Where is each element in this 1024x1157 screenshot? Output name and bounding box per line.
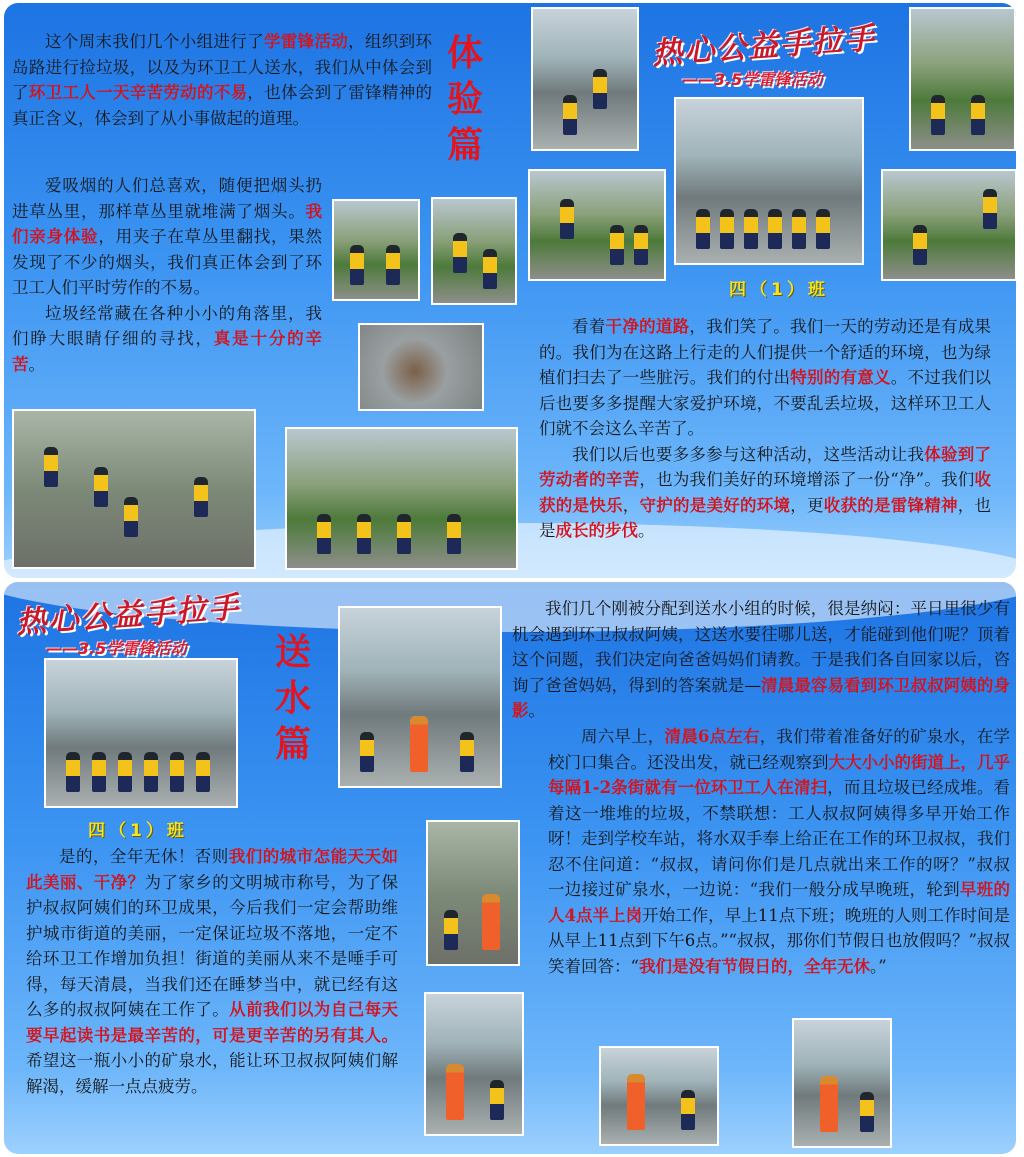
photo-kids-grass (332, 199, 420, 301)
bottom-paragraph-1: 我们几个刚被分配到送水小组的时候，很是纳闷：平日里很少有机会遇到环卫叔叔阿姨，这送水要往哪儿送，才能碰到他们呢？顶着这个问题，我们决定向爸爸妈妈们请教。于是我们各自回家以后，咨询了爸爸妈妈，得到的答案就是—清晨最容易看到环卫叔叔阿姨的身影。 (512, 599, 1011, 720)
top-panel (4, 3, 1016, 578)
bottom-paragraph-3: 是的，全年无休！否则我们的城市怎能天天如此美丽、干净？为了家乡的文明城市称号，为了保护叔叔阿姨们的环卫成果，今后我们一定会帮助维护城市街道的美丽，一定保证垃圾不落地，一定不给环卫工作增加负担！街道的美丽从来不是唾手可得，每天清晨，当我们还在睡梦当中，就已经有这么多的叔叔阿姨在工作了。从前我们以为自己每天要早起读书是最辛苦的，可是更辛苦的另有其人。希望这一瓶小小的矿泉水，能让环卫叔叔阿姨们解解渴，缓解一点点疲劳。 (26, 847, 399, 1096)
top-banner: 热心公益手拉手 ——3.5学雷锋活动 (651, 21, 878, 89)
bottom-banner: 热心公益手拉手 ——3.5学雷锋活动 (15, 590, 242, 658)
top-vertical-title: 体 验 篇 (446, 33, 483, 166)
photo-kids-walkway (531, 7, 639, 151)
photo-kids-bushes (285, 427, 518, 570)
photo-worker-street (599, 1046, 719, 1146)
bottom-panel (4, 582, 1016, 1154)
top-paragraph-2: 爱吸烟的人们总喜欢，随便把烟头扔进草丛里，那样草丛里就堆满了烟头。我们亲身体验，用夹子在草丛里翻找，果然发现了不少的烟头，我们真正体会到了环卫工人们平时劳作的不易。 垃圾经常藏在各种小小的角落里，我们睁大眼睛仔细的寻找，真是十分的辛苦。 (12, 176, 323, 374)
top-class-label: 四（1）班 (729, 280, 829, 300)
bottom-paragraph-2: 周六早上，清晨6点左右，我们带着准备好的矿泉水，在学校门口集合。还没出发，就已经观察到大大小小的街道上，几乎每隔1-2条街就有一位环卫工人在清扫，而且垃圾已经成堆。看着这一堆堆的垃圾，不禁联想：工人叔叔阿姨得多早开始工作呀！走到学校车站，将水双手奉上给正在工作的环卫叔叔，我们忍不住问道：“叔叔，请问你们是几点就出来工作的呀？”叔叔一边接过矿泉水，一边说：“我们一般分成早晚班，轮到早班的人4点半上岗开始工作，早上11点下班；晚班的人则工作时间是从早上11点到下午6点。”“叔叔，那你们节假日也放假吗？”叔叔笑着回答：“我们是没有节假日的，全年无休。” (548, 727, 1011, 976)
top-paragraph-1: 这个周末我们几个小组进行了学雷锋活动，组织到环岛路进行捡垃圾，以及为环卫工人送水，我们从中体会到了环卫工人一天辛苦劳动的不易，也体会到了雷锋精神的真正含义，体会到了从小事做起的道理。 (12, 32, 433, 128)
bottom-vertical-title: 送 水 篇 (274, 632, 311, 765)
photo-kids-hedge (528, 169, 666, 281)
photo-kids-pillar (881, 169, 1016, 281)
photo-group (674, 97, 864, 265)
photo-trash-bag (358, 323, 484, 411)
photo-kids-park (909, 7, 1016, 151)
photo-group-2 (44, 658, 238, 808)
photo-water-handover (338, 606, 502, 788)
photo-kids-roadside (12, 409, 256, 569)
bottom-class-label: 四（1）班 (88, 821, 188, 841)
photo-worker-broom (426, 820, 520, 966)
photo-worker-bike (792, 1018, 892, 1148)
top-paragraph-4: 看着干净的道路，我们笑了。我们一天的劳动还是有成果的。我们为在这路上行走的人们提供一个舒适的环境，也为绿植们扫去了一些脏污。我们的付出特别的有意义。不过我们以后也要多多提醒大家爱护环境，不要乱丢垃圾，这样环卫工人们就不会这么辛苦了。 我们以后也要多多参与这种活动，这些活动让我体验到了劳动者的辛苦，也为我们美好的环境增添了一份“净”。我们收获的是快乐，守护的是美好的环境，更收获的是雷锋精神，也是成长的步伐。 (539, 317, 992, 540)
photo-worker-crosswalk (424, 992, 524, 1136)
photo-kids-bending (431, 197, 517, 305)
